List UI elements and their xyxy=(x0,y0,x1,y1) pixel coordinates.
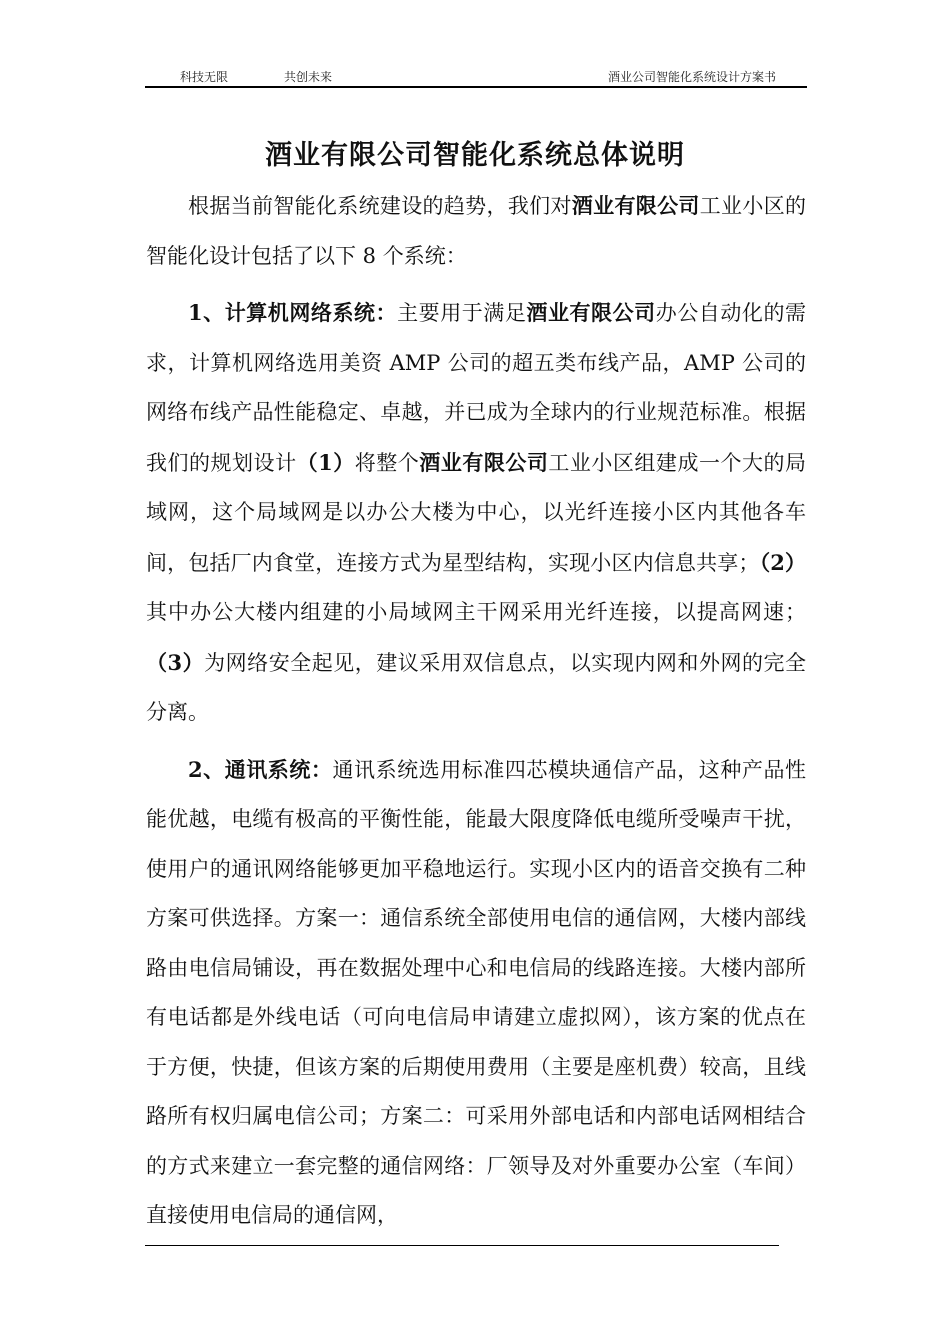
section-1-text: 其中办公大楼内组建的小局域网主干网采用光纤连接，以提高网速； xyxy=(146,600,806,624)
page-title: 酒业有限公司智能化系统总体说明 xyxy=(265,140,685,171)
footer-rule xyxy=(145,1245,779,1246)
item-number: （3） xyxy=(146,649,205,675)
item-number: （1） xyxy=(296,449,355,475)
page-header xyxy=(146,66,806,86)
section-1-paragraph xyxy=(146,288,806,738)
section-1-heading: 1、计算机网络系统： xyxy=(188,300,398,325)
item-number: （2） xyxy=(759,549,806,575)
section-2-paragraph xyxy=(146,745,806,1241)
intro-text: 根据当前智能化系统建设的趋势，我们对 xyxy=(188,194,572,218)
company-name: 酒业有限公司 xyxy=(526,300,656,325)
intro-text: 工业小区的智能化设计包括了以下 8 个系统： xyxy=(146,194,807,268)
company-name: 酒业有限公司 xyxy=(571,193,700,218)
company-name: 酒业有限公司 xyxy=(419,449,549,475)
intro-paragraph xyxy=(146,181,806,281)
section-1-text: 主要用于满足 xyxy=(397,301,527,325)
section-2-heading: 2、通讯系统： xyxy=(188,756,333,782)
section-1-text: 办公自动化的需求，计算机网络选用美资 AMP 公司的超五类布线产品，AMP 公司的网络布线产品性能稳定、卓越，并已成为全球内的行业规范标准。根据我们的规划设计 xyxy=(146,301,806,475)
document-body xyxy=(146,181,806,1241)
header-rule xyxy=(145,86,807,88)
section-1-text: 将整个 xyxy=(354,450,420,475)
section-2-text: 通讯系统选用标准四芯模块通信产品，这种产品性能优越，电缆有极高的平衡性能，能最大限度降低电缆所受噪声干扰，使用户的通讯网络能够更加平稳地运行。实现小区内的语音交换有二种方案可供选择。方案一：通信系统全部使用电信的通信网，大楼内部线路由电信局铺设，再在数据处理中心和电信局的线路连接。大楼内部所有电话都是外线电话（可向电信局申请建立虚拟网），该方案的优点在于方便，快捷，但该方案的后期使用费用（主要是座机费）较高，且线路所有权归属电信公司；方案二：可采用外部电话和内部电话网相结合的方式来建立一套完整的通信网络：厂领导及对外重要办公室（车间）直接使用电信局的通信网， xyxy=(146,757,806,1227)
header-slogan-middle: 共创未来 xyxy=(284,70,333,84)
section-1-text: 为网络安全起见，建议采用双信息点，以实现内网和外网的完全分离。 xyxy=(146,650,806,724)
header-slogan-left: 科技无限 xyxy=(180,70,229,84)
section-1-text: 工业小区组建成一个大的局域网，这个局域网是以办公大楼为中心，以光纤连接小区内其他各车间，包括厂内食堂，连接方式为星型结构，实现小区内信息共享； xyxy=(146,450,807,575)
header-document-title: 酒业公司智能化系统设计方案书 xyxy=(607,70,776,84)
